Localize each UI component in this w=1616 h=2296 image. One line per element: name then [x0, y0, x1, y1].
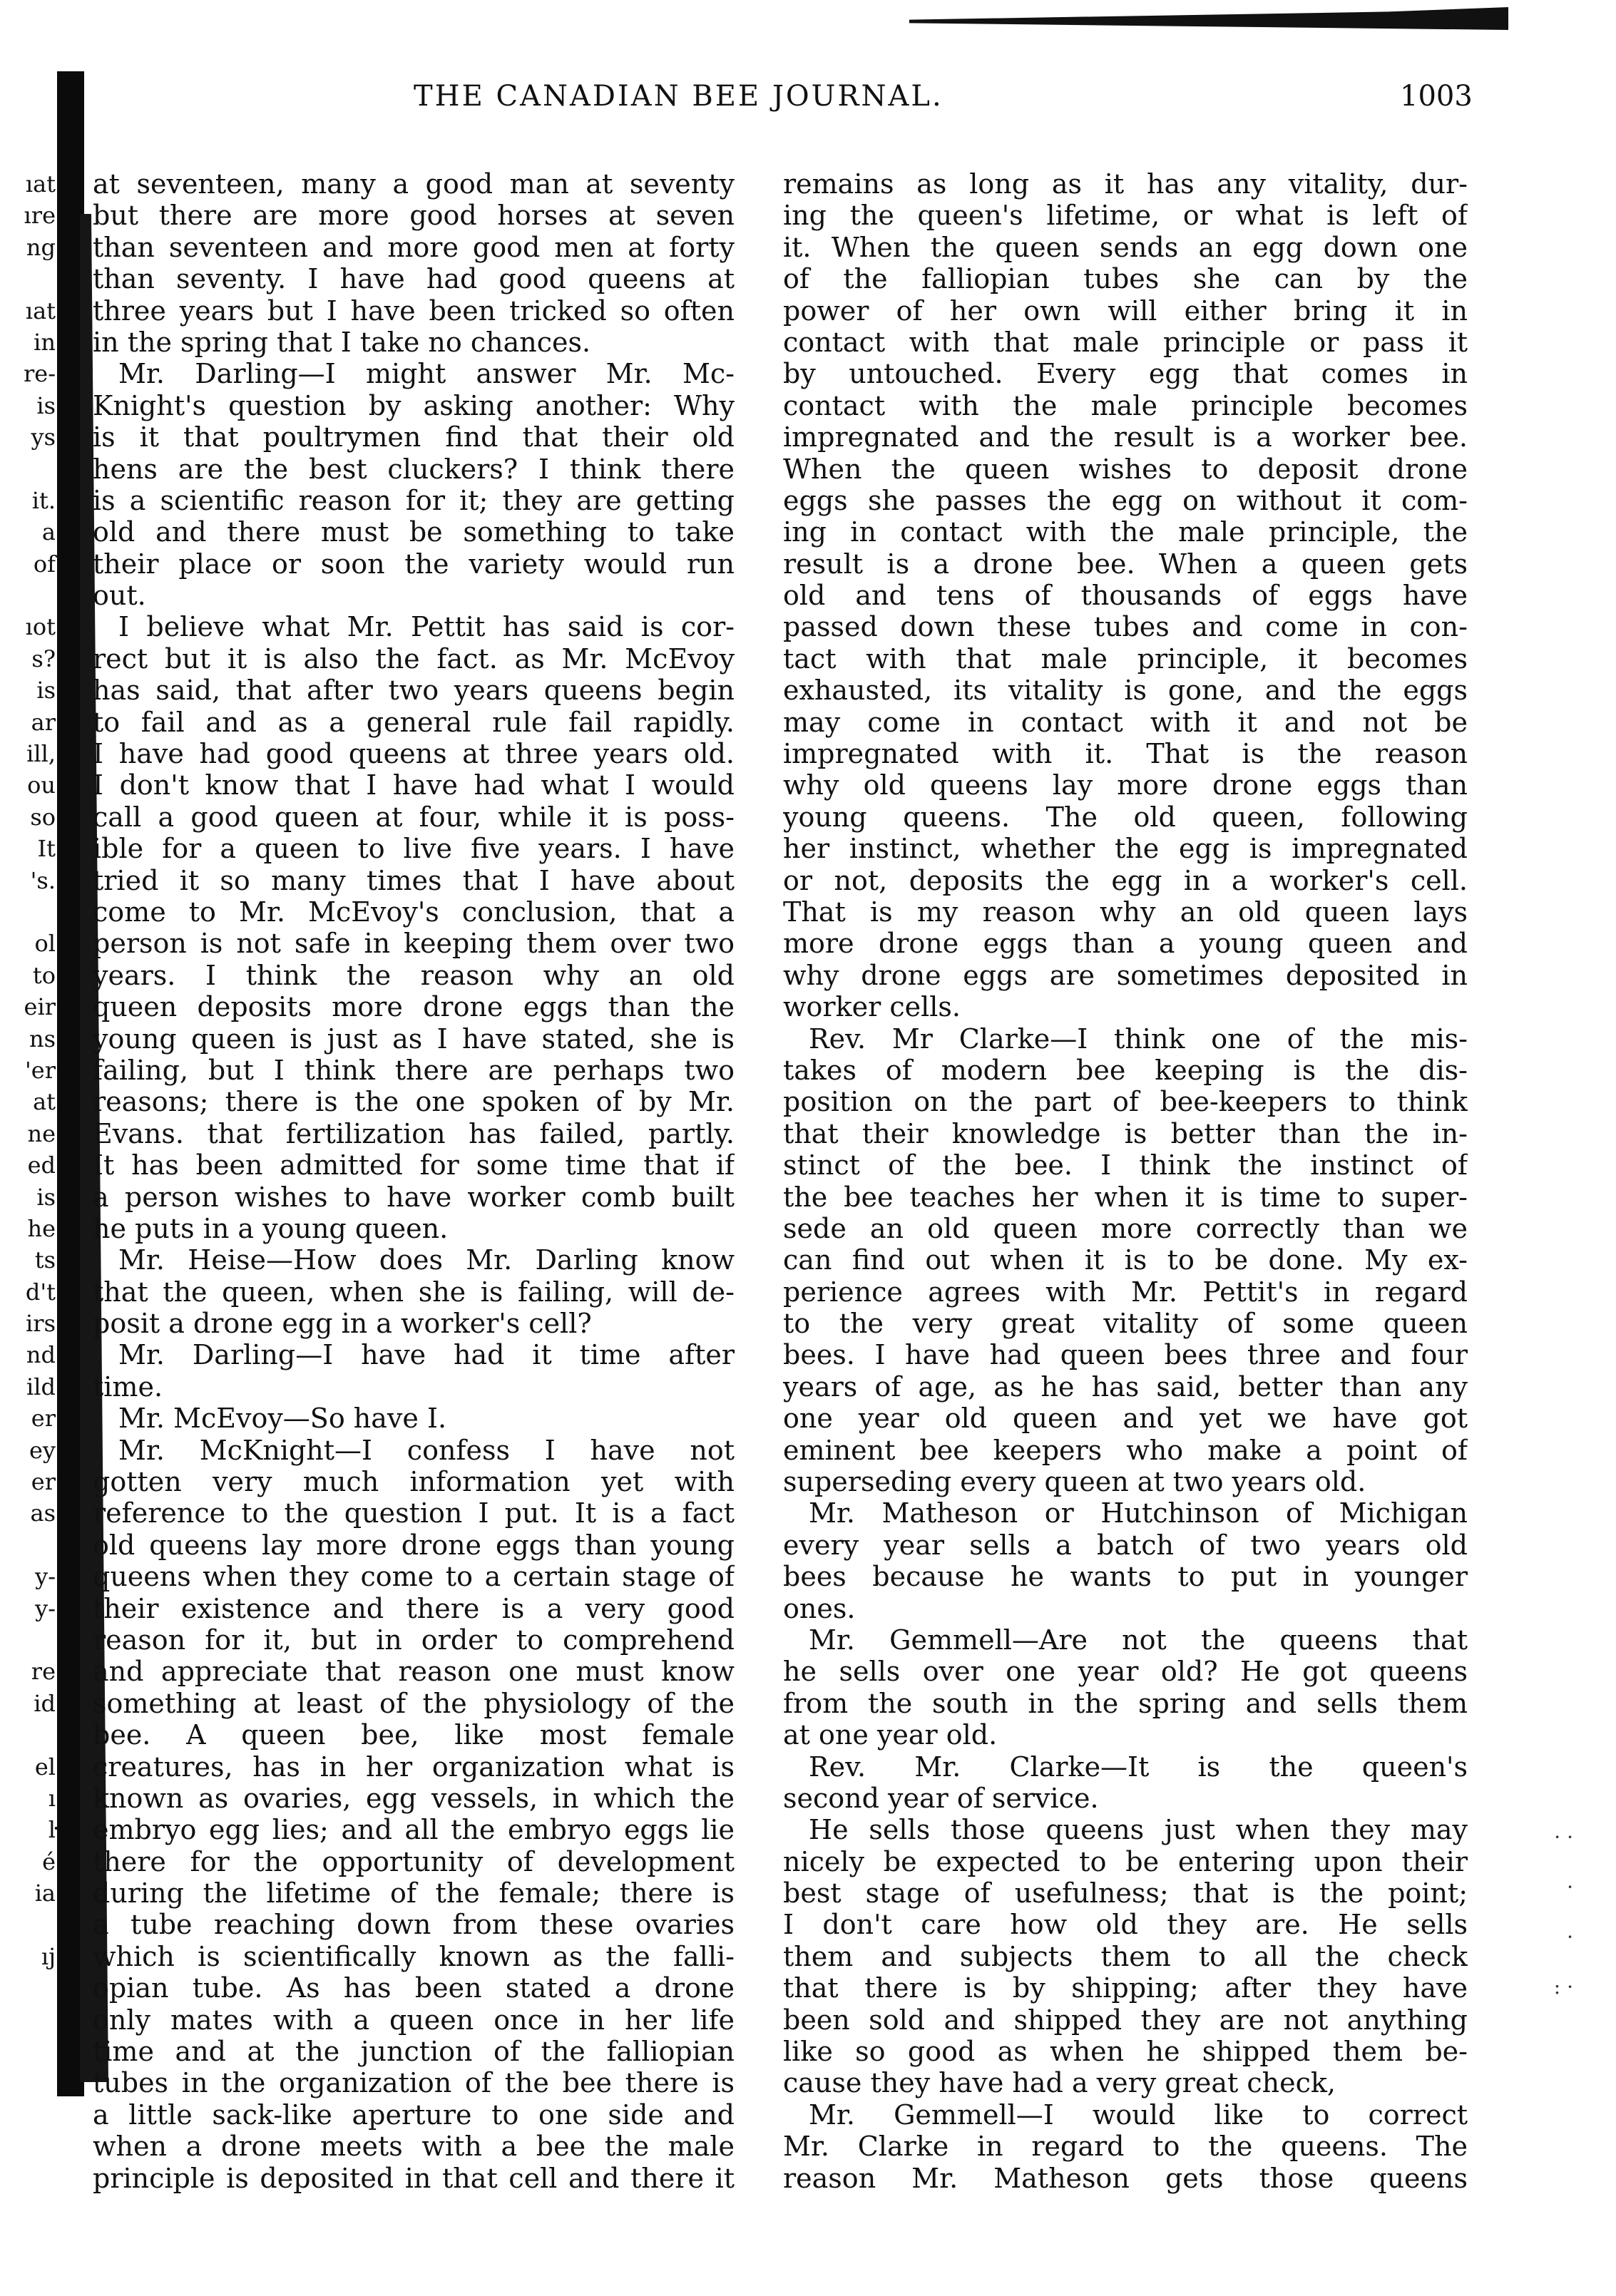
margin-fragment: ns	[29, 1025, 56, 1052]
margin-fragment: er	[31, 1468, 56, 1496]
scan-speck: ·	[1567, 1925, 1573, 1949]
text-line: old and there must be something to take	[93, 516, 735, 548]
text-line: I don't care how old they are. He sells	[783, 1909, 1468, 1941]
margin-fragment: ıat	[25, 297, 56, 324]
margin-fragment: ŀ	[48, 1816, 56, 1844]
text-line: from the south in the spring and sells them	[783, 1687, 1468, 1719]
text-line: there for the opportunity of development	[93, 1845, 735, 1877]
margin-fragment: is	[36, 391, 56, 419]
margin-fragment: is	[36, 1183, 56, 1211]
text-line: that the queen, when she is failing, will de-	[93, 1276, 735, 1308]
margin-fragment: ıre	[24, 202, 56, 230]
text-line: he sells over one year old? He got queens	[783, 1656, 1468, 1688]
text-line: during the lifetime of the female; there is	[93, 1877, 735, 1910]
text-line: Mr. Darling—I might answer Mr. Mc-	[118, 358, 735, 390]
text-line: a little sack-like aperture to one side and	[93, 2098, 735, 2131]
margin-fragment	[4, 896, 56, 928]
text-line: at seventeen, many a good man at seventy	[93, 168, 735, 200]
text-line: remains as long as it has any vitality, dur-	[783, 168, 1468, 200]
page-number: 1003	[1400, 80, 1473, 113]
text-line: contact with the male principle becomes	[783, 389, 1468, 421]
text-line: reasons; there is the one spoken of by Mr.	[93, 1086, 735, 1118]
text-line: impregnated with it. That is the reason	[783, 738, 1468, 770]
scan-speck: ·	[1567, 1875, 1573, 1899]
text-line: ones.	[783, 1592, 856, 1624]
text-line: time.	[93, 1370, 163, 1403]
text-line: best stage of usefulness; that is the point;	[783, 1877, 1468, 1910]
margin-fragment: nd	[26, 1341, 56, 1369]
text-line: nicely be expected to be entering upon their	[783, 1845, 1468, 1877]
text-line: queen deposits more drone eggs than the	[93, 991, 735, 1023]
margin-fragment	[4, 580, 56, 611]
text-line: cause they have had a very great check,	[783, 2067, 1336, 2099]
margin-fragment: y-	[35, 1594, 56, 1622]
margin-fragment: 'er	[24, 1056, 56, 1084]
text-line: He sells those queens just when they may	[809, 1814, 1468, 1846]
text-line: Evans. that fertilization has failed, partly.	[93, 1117, 735, 1149]
text-line: or not, deposits the egg in a worker's cell.	[783, 864, 1468, 896]
margin-fragment: he	[27, 1214, 56, 1242]
text-line: bees. I have had queen bees three and four	[783, 1339, 1468, 1371]
margin-fragment: ol	[34, 930, 56, 958]
margin-fragment: y-	[35, 1563, 56, 1591]
text-line: old queens lay more drone eggs than young	[93, 1529, 735, 1561]
text-line: to fail and as a general rule fail rapidly.	[93, 706, 735, 738]
text-line: opian tube. As has been stated a drone	[93, 1972, 735, 2004]
text-line: by untouched. Every egg that comes in	[783, 358, 1468, 390]
text-line: I have had good queens at three years old.	[93, 738, 735, 770]
text-line: young queen is just as I have stated, she is	[93, 1023, 735, 1055]
text-line: like so good as when he shipped them be-	[783, 2036, 1468, 2068]
text-line: Mr. Gemmell—Are not the queens that	[809, 1624, 1468, 1656]
margin-fragment: so	[30, 803, 56, 831]
text-line: perience agrees with Mr. Pettit's in regard	[783, 1276, 1468, 1308]
text-line: out.	[93, 580, 146, 612]
text-line: why drone eggs are sometimes deposited in	[783, 959, 1468, 991]
text-line: person is not safe in keeping them over two	[93, 928, 735, 960]
margin-fragment	[4, 263, 56, 294]
margin-fragment: ia	[34, 1880, 56, 1907]
text-line: reason for it, but in order to comprehend	[93, 1624, 735, 1656]
text-line: passed down these tubes and come in con-	[783, 611, 1468, 643]
text-line: when a drone meets with a bee the male	[93, 2131, 735, 2163]
text-line: It has been admitted for some time that if	[93, 1149, 735, 1182]
text-line: been sold and shipped they are not anything	[783, 2004, 1468, 2036]
margin-fragment: is	[36, 677, 56, 704]
text-line: may come in contact with it and not be	[783, 706, 1468, 738]
text-line: I believe what Mr. Pettit has said is cor-	[118, 611, 735, 643]
margin-fragment: é	[42, 1847, 56, 1875]
margin-fragment: it.	[31, 486, 56, 514]
text-line: one year old queen and yet we have got	[783, 1403, 1468, 1435]
text-line: more drone eggs than a young queen and	[783, 928, 1468, 960]
text-line: of the falliopian tubes she can by the	[783, 263, 1468, 295]
text-line: worker cells.	[783, 991, 961, 1023]
text-line: Mr. Clarke in regard to the queens. The	[783, 2131, 1468, 2163]
text-line: can find out when it is to be done. My ex-	[783, 1244, 1468, 1276]
text-line: queens when they come to a certain stage of	[93, 1561, 735, 1593]
text-line: years. I think the reason why an old	[93, 959, 735, 991]
text-line: bees because he wants to put in younger	[783, 1561, 1468, 1593]
text-line: to the very great vitality of some queen	[783, 1308, 1468, 1340]
text-line: stinct of the bee. I think the instinct of	[783, 1149, 1468, 1182]
page-header	[0, 80, 1616, 123]
scan-speck: · ·	[1554, 1825, 1573, 1849]
text-line: only mates with a queen once in her life	[93, 2004, 735, 2036]
text-line: Mr. Matheson or Hutchinson of Michigan	[809, 1497, 1468, 1529]
margin-fragment: ys	[31, 424, 56, 451]
text-line: Mr. McEvoy—So have I.	[118, 1403, 447, 1435]
text-line: her instinct, whether the egg is impregnated	[783, 833, 1468, 865]
text-line: than seventy. I have had good queens at	[93, 263, 735, 295]
margin-fragment: ts	[34, 1246, 56, 1274]
text-line: years of age, as he has said, better than any	[783, 1370, 1468, 1403]
text-line: failing, but I think there are perhaps two	[93, 1054, 735, 1086]
margin-fragment: irs	[26, 1310, 56, 1338]
text-line: reason Mr. Matheson gets those queens	[783, 2162, 1468, 2194]
text-line: eminent bee keepers who make a point of	[783, 1434, 1468, 1466]
margin-fragment: a	[41, 518, 56, 546]
text-line: ible for a queen to live five years. I have	[93, 833, 735, 865]
margin-fragment: ı	[48, 1784, 56, 1812]
text-line: reference to the question I put. It is a fact	[93, 1497, 735, 1529]
margin-fragment: d't	[25, 1278, 56, 1306]
margin-fragment: ng	[26, 233, 56, 261]
margin-fragment	[4, 1624, 56, 1656]
text-line: When the queen wishes to deposit drone	[783, 453, 1468, 485]
text-line: tact with that male principle, it becomes	[783, 642, 1468, 675]
text-line: rect but it is also the fact. as Mr. McEvoy	[93, 642, 735, 675]
text-line: their place or soon the variety would run	[93, 548, 735, 580]
margin-fragment	[4, 1529, 56, 1561]
text-line: is a scientific reason for it; they are getting	[93, 484, 735, 516]
text-line: ing the queen's lifetime, or what is left of	[783, 200, 1468, 232]
text-line: the bee teaches her when it is time to super-	[783, 1181, 1468, 1213]
text-line: power of her own will either bring it in	[783, 294, 1468, 327]
text-line: hens are the best cluckers? I think there	[93, 453, 735, 485]
margin-fragment: ed	[27, 1152, 56, 1179]
margin-fragment: to	[32, 961, 56, 989]
text-line: position on the part of bee-keepers to think	[783, 1086, 1468, 1118]
text-line: come to Mr. McEvoy's conclusion, that a	[93, 896, 735, 928]
text-line: he puts in a young queen.	[93, 1212, 449, 1244]
running-head: THE CANADIAN BEE JOURNAL.	[414, 80, 943, 113]
margin-fragment: er	[31, 1405, 56, 1433]
text-line: creatures, has in her organization what is	[93, 1751, 735, 1783]
margin-fragment	[4, 453, 56, 485]
text-line: time and at the junction of the falliopian	[93, 2036, 735, 2068]
margin-fragment: ıot	[25, 613, 56, 641]
text-line: and appreciate that reason one must know	[93, 1656, 735, 1688]
text-line: in the spring that I take no chances.	[93, 326, 591, 358]
margin-fragment: ıj	[41, 1942, 56, 1970]
margin-fragment: ild	[26, 1373, 56, 1400]
text-line: gotten very much information yet with	[93, 1466, 735, 1498]
margin-fragment: eir	[24, 993, 56, 1021]
text-line: three years but I have been tricked so often	[93, 294, 735, 327]
text-line: tubes in the organization of the bee there is	[93, 2067, 735, 2099]
margin-fragment: at	[33, 1088, 56, 1116]
margin-fragment: id	[34, 1689, 56, 1717]
text-line: result is a drone bee. When a queen gets	[783, 548, 1468, 580]
margin-fragment: 's.	[30, 866, 56, 894]
right-column	[783, 168, 1468, 2194]
text-line: Mr. McKnight—I confess I have not	[118, 1434, 735, 1466]
text-line: eggs she passes the egg on without it com-	[783, 484, 1468, 516]
text-line: takes of modern bee keeping is the dis-	[783, 1054, 1468, 1086]
top-rule	[909, 7, 1508, 30]
text-line: principle is deposited in that cell and there it	[93, 2162, 735, 2194]
margin-fragment: re	[31, 1658, 56, 1686]
text-line: is it that poultrymen find that their old	[93, 421, 735, 453]
text-line: superseding every queen at two years old.	[783, 1466, 1366, 1498]
text-line: something at least of the physiology of the	[93, 1687, 735, 1719]
margin-fragment: ou	[27, 772, 56, 799]
text-line: has said, that after two years queens begin	[93, 675, 735, 707]
text-line: ing in contact with the male principle, the	[783, 516, 1468, 548]
text-line: but there are more good horses at seven	[93, 200, 735, 232]
text-line: sede an old queen more correctly than we	[783, 1212, 1468, 1244]
margin-fragment: It	[37, 835, 56, 863]
text-line: at one year old.	[783, 1719, 998, 1751]
margin-fragment	[4, 1719, 56, 1751]
text-line: Rev. Mr Clarke—I think one of the mis-	[809, 1023, 1468, 1055]
text-line: embryo egg lies; and all the embryo eggs lie	[93, 1814, 735, 1846]
text-line: contact with that male principle or pass it	[783, 326, 1468, 358]
text-line: tried it so many times that I have about	[93, 864, 735, 896]
margin-fragment: s?	[31, 645, 56, 672]
text-line: Mr. Heise—How does Mr. Darling know	[118, 1244, 735, 1276]
text-line: why old queens lay more drone eggs than	[783, 769, 1468, 801]
text-line: which is scientifically known as the falli-	[93, 1940, 735, 1972]
text-line: a person wishes to have worker comb built	[93, 1181, 735, 1213]
scan-speck: : ·	[1553, 1975, 1573, 1999]
text-line: bee. A queen bee, like most female	[93, 1719, 735, 1751]
text-line: posit a drone egg in a worker's cell?	[93, 1308, 592, 1340]
text-line: Mr. Gemmell—I would like to correct	[809, 2098, 1468, 2131]
text-line: Knight's question by asking another: Why	[93, 389, 735, 421]
text-line: them and subjects them to all the check	[783, 1940, 1468, 1972]
text-line: old and tens of thousands of eggs have	[783, 580, 1468, 612]
text-line: young queens. The old queen, following	[783, 801, 1468, 833]
text-line: that their knowledge is better than the in-	[783, 1117, 1468, 1149]
margin-fragment	[4, 1909, 56, 1940]
margin-fragment: as	[30, 1500, 56, 1527]
text-line: their existence and there is a very good	[93, 1592, 735, 1624]
text-line: it. When the queen sends an egg down one	[783, 231, 1468, 263]
facing-page-fragments	[4, 168, 56, 1972]
margin-fragment: in	[34, 328, 56, 356]
text-line: second year of service.	[783, 1782, 1099, 1814]
text-line: known as ovaries, egg vessels, in which the	[93, 1782, 735, 1814]
left-column	[93, 168, 735, 2194]
margin-fragment: ill,	[26, 740, 56, 768]
text-line: every year sells a batch of two years old	[783, 1529, 1468, 1561]
text-line: than seventeen and more good men at forty	[93, 231, 735, 263]
margin-fragment: el	[34, 1753, 56, 1780]
text-line: that there is by shipping; after they have	[783, 1972, 1468, 2004]
text-line: I don't know that I have had what I would	[93, 769, 735, 801]
margin-fragment: re-	[23, 360, 56, 388]
text-line: That is my reason why an old queen lays	[783, 896, 1468, 928]
text-line: Mr. Darling—I have had it time after	[118, 1339, 735, 1371]
text-line: Rev. Mr. Clarke—It is the queen's	[809, 1751, 1468, 1783]
margin-fragment: ıat	[25, 170, 56, 198]
text-line: impregnated and the result is a worker bee.	[783, 421, 1468, 453]
margin-fragment: ar	[31, 708, 56, 736]
margin-fragment: of	[33, 550, 56, 578]
text-line: a tube reaching down from these ovaries	[93, 1909, 735, 1941]
text-line: exhausted, its vitality is gone, and the eggs	[783, 675, 1468, 707]
text-line: call a good queen at four, while it is poss-	[93, 801, 735, 833]
margin-fragment: ne	[27, 1119, 56, 1147]
margin-fragment: ey	[29, 1436, 56, 1464]
